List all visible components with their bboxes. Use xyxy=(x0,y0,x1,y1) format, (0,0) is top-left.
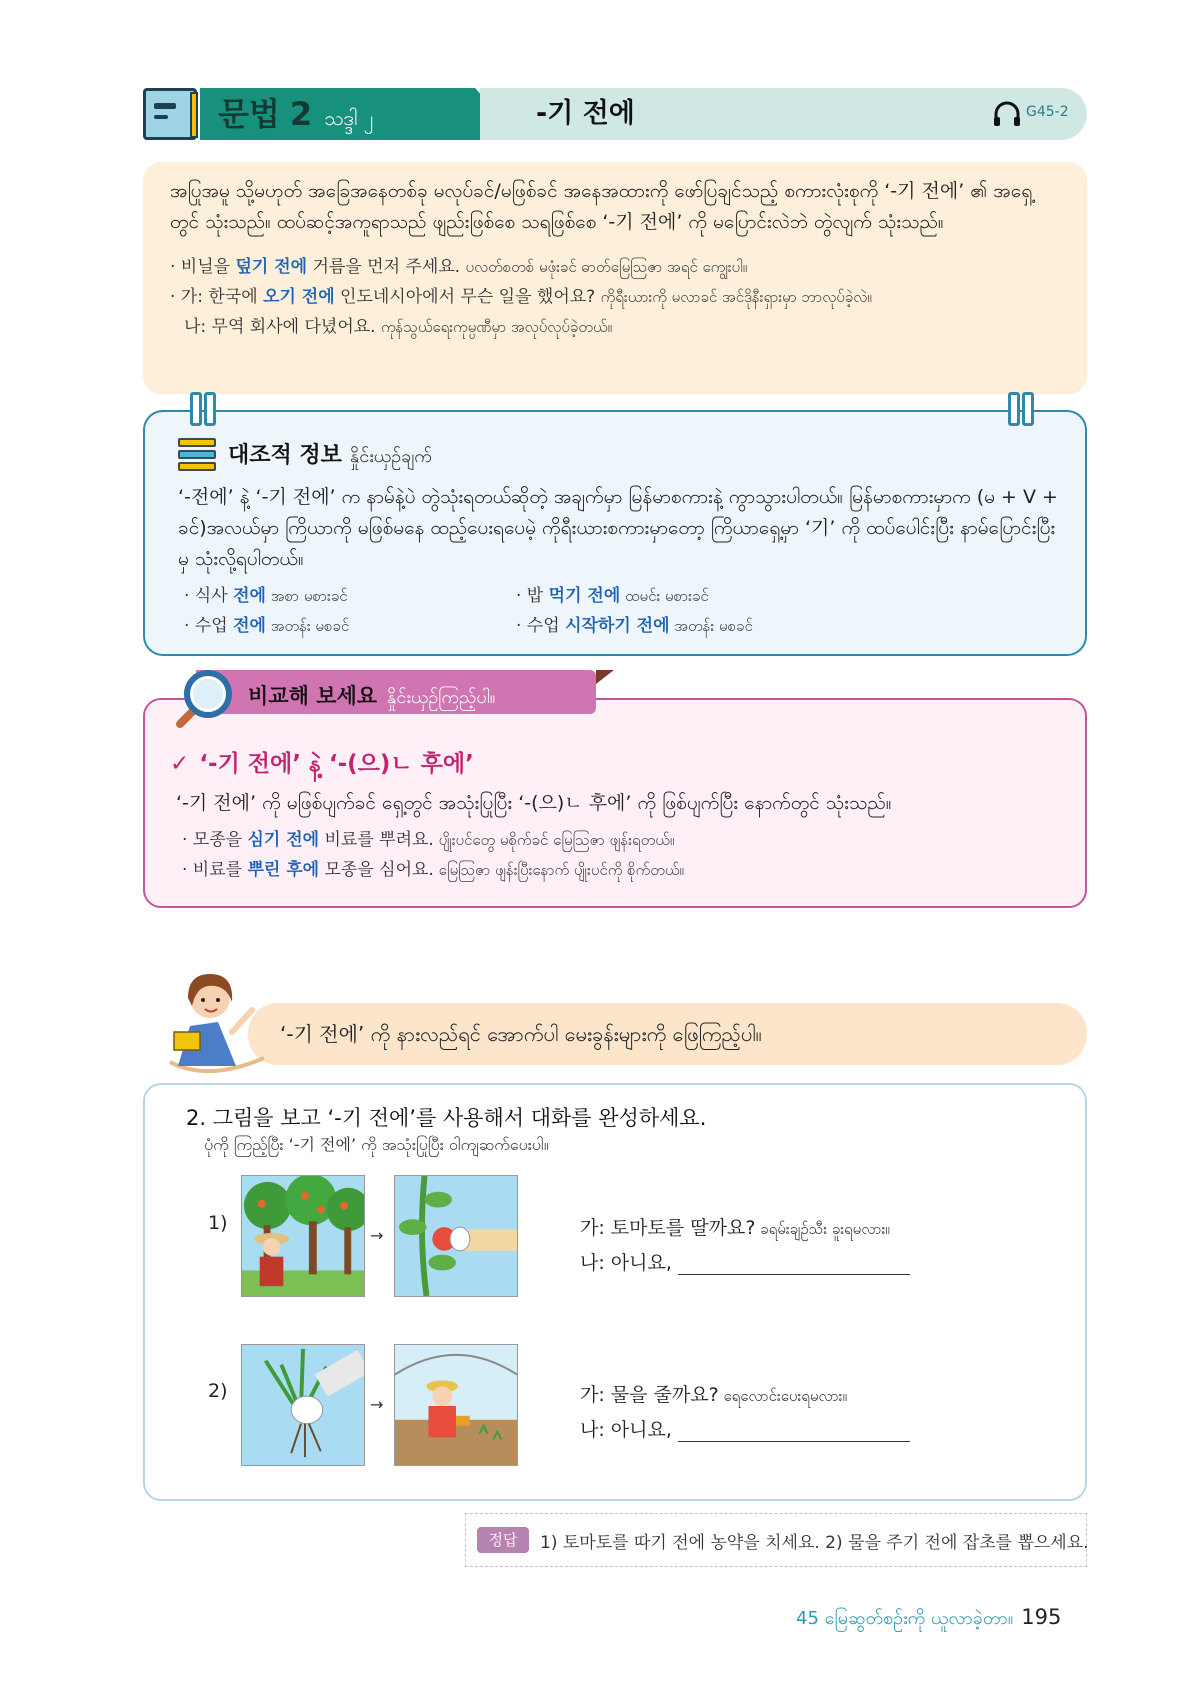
picture-picking-tomato xyxy=(394,1175,518,1297)
explanation-text: အပြုအမူ သို့မဟုတ် အခြေအနေတစ်ခု မလုပ်ခင်/မဖြစ်ခင် အနေအထားကို ဖော်ပြချင်သည့် စကားလုံးစုကို ‘-기 전에’ ၏ အရှေ့တွင် သုံးသည်။ ထပ်ဆင့်အကူရာသည် ဖျည်းဖြစ်စေ သရဖြစ်စေ ‘-기 전에’ ကို မပြောင်းလဲဘဲ တွဲလျက် သုံးသည်။ xyxy=(170,180,1033,233)
contrast-content xyxy=(178,482,1058,641)
exercise-question-my: ပုံကို ကြည့်ပြီး ‘-기 전에’ ကို အသုံးပြုပြီး ဝါကျဆက်ပေးပါ။ xyxy=(204,1135,549,1154)
compare-heading xyxy=(170,745,474,783)
page-footer xyxy=(796,1605,1061,1633)
compare-title xyxy=(248,680,495,712)
example-line xyxy=(184,611,349,641)
compare-form-a: ‘-기 전에’ xyxy=(199,751,301,777)
compare-tab-fold xyxy=(596,670,614,684)
binder-clip-icon xyxy=(1008,392,1034,426)
chapter-title: 45 မြေဆွတ်စဉ်းကို ယူလာခဲ့တာ။ xyxy=(796,1608,1014,1629)
example-line xyxy=(516,581,709,611)
example-translation: အစာ မစားခင် xyxy=(265,587,348,605)
pencil-icon xyxy=(190,92,198,138)
dialogue-ga xyxy=(580,1213,890,1242)
binder-clip-icon xyxy=(190,392,216,426)
contrast-title-ko: 대조적 정보 xyxy=(228,443,342,468)
teacher-illustration xyxy=(168,962,268,1078)
example-text: 모종을 심어요. xyxy=(319,860,434,880)
example-line xyxy=(176,855,1056,885)
example-line xyxy=(170,252,1060,282)
dialogue-na xyxy=(580,1415,910,1442)
example-text: 인도네시아에서 무슨 일을 했어요? xyxy=(334,287,596,307)
example-text: · 비닐을 xyxy=(170,257,236,277)
dialogue-na xyxy=(580,1248,910,1275)
example-translation: ပျိုးပင်တွေ မစိုက်ခင် မြေဩဇာ ဖျန်းရတယ်။ xyxy=(433,831,675,849)
example-translation: အတန်း မစခင် xyxy=(669,617,753,635)
explanation-content xyxy=(170,176,1060,342)
teacher-instruction: ‘-기 전에’ ကို နားလည်ရင် အောက်ပါ မေးခွန်းများကို ဖြေကြည့်ပါ။ xyxy=(280,1022,762,1046)
picture-pulling-weeds xyxy=(241,1344,365,1466)
example-line xyxy=(176,825,1056,855)
grammar-label-my: သဒ္ဒါ ၂ xyxy=(324,106,374,130)
contrast-text: ‘-전에’ နဲ့ ‘-기 전에’ က နာမ်နဲ့ပဲ တွဲသုံးရတယ်ဆိုတဲ့ အချက်မှာ မြန်မာစကားနဲ့ ကွာသွားပါတယ်။ မြန်မာစကားမှာက (မ + V + ခင်)အလယ်မှာ ကြိယာကို မဖြစ်မနေ ထည့်ပေးရပေမဲ့ ကိုရီးယားစကားမှာတော့ ကြိယာရှေ့မှာ ‘기’ ကို ထပ်ပေါင်းပြီး နာမ်ပြောင်းပြီးမှ သုံးလို့ရပါတယ်။ xyxy=(178,486,1058,570)
example-text: · 가: 한국에 xyxy=(170,287,264,307)
picture-watering-plants xyxy=(394,1344,518,1466)
exercise-question: 2. 그림을 보고 ‘-기 전에’를 사용해서 대화를 완성하세요. xyxy=(186,1106,707,1130)
arrow-icon: → xyxy=(370,1395,384,1414)
answer-text: 1) 토마토를 따기 전에 농약을 치세요. 2) 물을 주기 전에 잡초를 뽑으세요. xyxy=(540,1533,1089,1553)
compare-content xyxy=(176,788,1056,885)
example-text: · 식사 xyxy=(184,586,234,606)
dialogue-ga xyxy=(580,1380,847,1409)
contrast-title xyxy=(228,438,432,471)
headphones-icon[interactable] xyxy=(992,100,1022,128)
dialogue-ga-my: ရေလောင်းပေးရမလား။ xyxy=(718,1387,848,1405)
example-text: 거름을 먼저 주세요. xyxy=(307,257,461,277)
dialogue-na-ko: 나: 아니요, xyxy=(580,1419,672,1441)
example-text: · 밥 xyxy=(516,586,549,606)
example-keyword: 뿌린 후에 xyxy=(247,860,320,880)
grammar-title xyxy=(218,92,374,136)
contrast-examples xyxy=(178,581,1058,641)
compare-title-ko: 비교해 보세요 xyxy=(248,684,378,708)
magnifier-icon xyxy=(170,668,236,732)
example-keyword: 덮기 전에 xyxy=(235,257,308,277)
example-keyword: 심기 전에 xyxy=(247,830,320,850)
grammar-number: 2 xyxy=(289,95,313,133)
example-keyword: 전에 xyxy=(233,586,266,606)
grammar-label: 문법 xyxy=(218,95,280,133)
dialogue-ga-my: ခရမ်းချဉ်သီး ခူးရမလား။ xyxy=(755,1220,890,1238)
grammar-topic: -기 전에 xyxy=(536,98,635,129)
item-number: 1) xyxy=(208,1212,228,1234)
example-translation: ကုန်သွယ်ရေးကုမ္ပဏီမှာ အလုပ်လုပ်ခဲ့တယ်။ xyxy=(380,318,613,336)
audio-track-label[interactable]: G45-2 xyxy=(1026,104,1069,120)
example-translation: မြေဩဇာ ဖျန်းပြီးနောက် ပျိုးပင်ကို စိုက်တယ်။ xyxy=(433,861,684,879)
picture-orchard-farmer xyxy=(241,1175,365,1297)
example-keyword: 전에 xyxy=(233,616,266,636)
example-line xyxy=(170,282,1060,312)
example-translation: ပလတ်စတစ် မဖုံးခင် ဓာတ်မြေဩဇာ အရင် ကျွေးပါ။ xyxy=(465,258,748,276)
compare-text: ‘-기 전에’ ကို မဖြစ်ပျက်ခင် ရှေ့တွင် အသုံးပြုပြီး ‘-(으)ㄴ 후에’ ကို ဖြစ်ပျက်ပြီး နောက်တွင် သုံးသည်။ xyxy=(176,792,892,814)
example-keyword: 오기 전에 xyxy=(263,287,335,307)
example-line xyxy=(516,611,753,641)
answer-blank[interactable] xyxy=(678,1254,910,1275)
answer-blank[interactable] xyxy=(678,1421,910,1442)
compare-title-my: နှိုင်းယှဉ်ကြည့်ပါ။ xyxy=(387,687,496,708)
example-keyword: 먹기 전에 xyxy=(548,586,621,606)
example-text: 나: 무역 회사에 다녔어요. xyxy=(184,317,376,337)
dialogue-ga-ko: 가: 토마토를 딸까요? xyxy=(580,1217,756,1239)
example-line xyxy=(170,312,1060,342)
dialogue-ga-ko: 가: 물을 줄까요? xyxy=(580,1384,719,1406)
answer-badge: 정답 xyxy=(477,1527,529,1553)
item-number: 2) xyxy=(208,1380,228,1402)
compare-conjunction: နဲ့ xyxy=(300,751,329,777)
example-translation: ထမင်း မစားခင် xyxy=(620,587,709,605)
page-number: 195 xyxy=(1021,1605,1062,1629)
arrow-icon: → xyxy=(370,1226,384,1245)
example-text: · 모종을 xyxy=(182,830,248,850)
example-text: 비료를 뿌려요. xyxy=(319,830,434,850)
books-stack-icon xyxy=(178,438,216,472)
dialogue-na-ko: 나: 아니요, xyxy=(580,1252,672,1274)
example-text: · 수업 xyxy=(184,616,234,636)
compare-form-b: ‘-(으)ㄴ 후에’ xyxy=(328,751,474,777)
contrast-title-my: နှိုင်းယှဉ်ချက် xyxy=(349,446,432,467)
example-translation: ကိုရီးယားကို မလာခင် အင်ဒိုနီးရှားမှာ ဘာလုပ်ခဲ့လဲ။ xyxy=(600,288,872,306)
example-line xyxy=(184,581,348,611)
example-translation: အတန်း မစခင် xyxy=(265,617,350,635)
example-text: · 수업 xyxy=(516,616,566,636)
example-keyword: 시작하기 전에 xyxy=(565,616,670,636)
check-icon: ✓ xyxy=(170,751,190,777)
book-icon xyxy=(143,88,197,140)
example-text: · 비료를 xyxy=(182,860,248,880)
